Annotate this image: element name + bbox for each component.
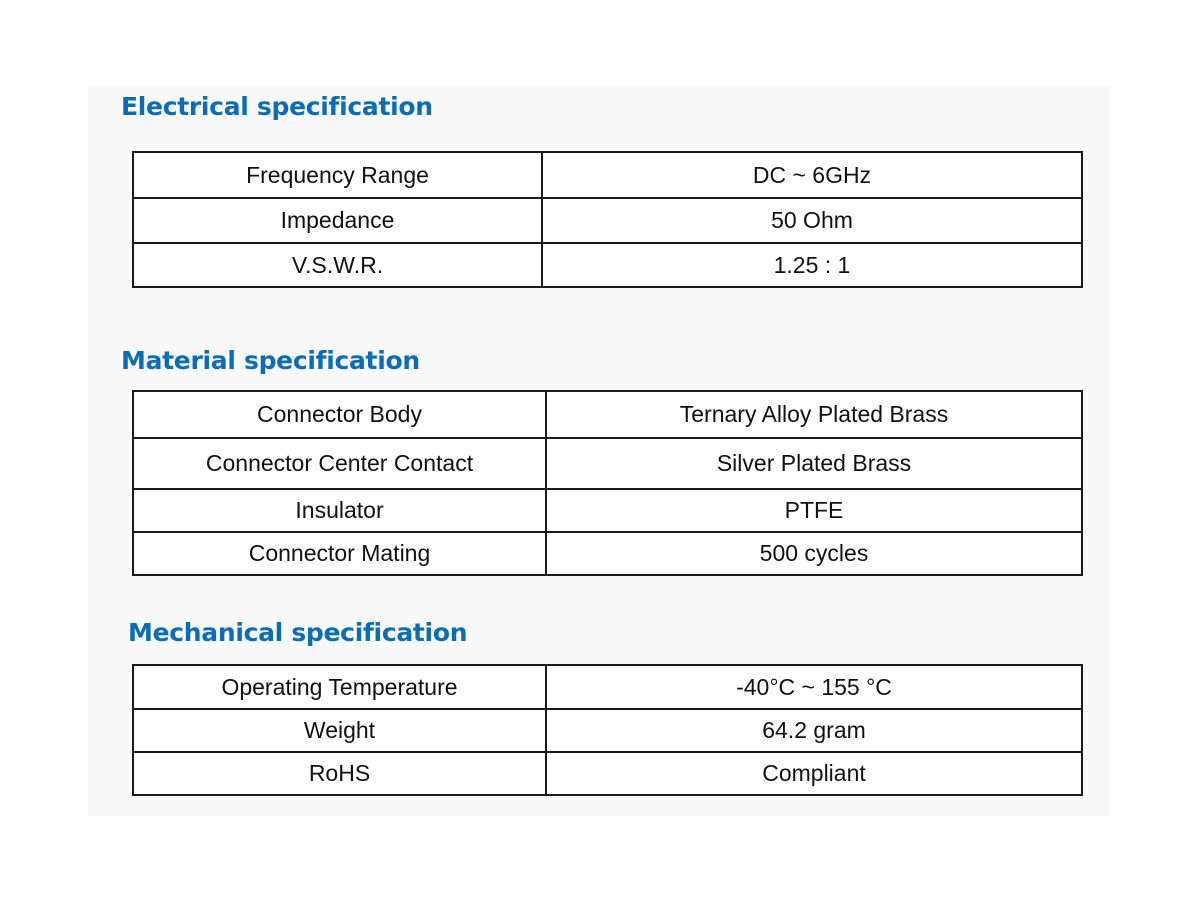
table-row bbox=[133, 709, 1082, 752]
table-row bbox=[133, 438, 1082, 489]
spec-label: Connector Center Contact bbox=[133, 438, 546, 489]
spec-value: PTFE bbox=[546, 489, 1082, 532]
spec-label: Weight bbox=[133, 709, 546, 752]
spec-value: -40°C ~ 155 °C bbox=[546, 665, 1082, 709]
spec-label: Impedance bbox=[133, 198, 542, 243]
table-row bbox=[133, 665, 1082, 709]
spec-value: 1.25 : 1 bbox=[542, 243, 1082, 287]
spec-label: Frequency Range bbox=[133, 152, 542, 198]
material-spec-table bbox=[132, 390, 1083, 576]
table-row bbox=[133, 243, 1082, 287]
table-row bbox=[133, 752, 1082, 795]
mechanical-spec-table bbox=[132, 664, 1083, 796]
electrical-spec-heading: Electrical specification bbox=[121, 92, 433, 121]
material-spec-heading: Material specification bbox=[121, 346, 420, 375]
spec-value: 64.2 gram bbox=[546, 709, 1082, 752]
spec-value: Compliant bbox=[546, 752, 1082, 795]
mechanical-spec-heading: Mechanical specification bbox=[128, 618, 468, 647]
spec-label: V.S.W.R. bbox=[133, 243, 542, 287]
spec-value: Ternary Alloy Plated Brass bbox=[546, 391, 1082, 438]
spec-value: Silver Plated Brass bbox=[546, 438, 1082, 489]
table-row bbox=[133, 532, 1082, 575]
table-row bbox=[133, 391, 1082, 438]
table-row bbox=[133, 198, 1082, 243]
table-row bbox=[133, 152, 1082, 198]
spec-value: 50 Ohm bbox=[542, 198, 1082, 243]
spec-label: Operating Temperature bbox=[133, 665, 546, 709]
spec-label: Insulator bbox=[133, 489, 546, 532]
spec-value: DC ~ 6GHz bbox=[542, 152, 1082, 198]
spec-label: Connector Body bbox=[133, 391, 546, 438]
table-row bbox=[133, 489, 1082, 532]
spec-label: Connector Mating bbox=[133, 532, 546, 575]
electrical-spec-table bbox=[132, 151, 1083, 288]
spec-label: RoHS bbox=[133, 752, 546, 795]
spec-value: 500 cycles bbox=[546, 532, 1082, 575]
